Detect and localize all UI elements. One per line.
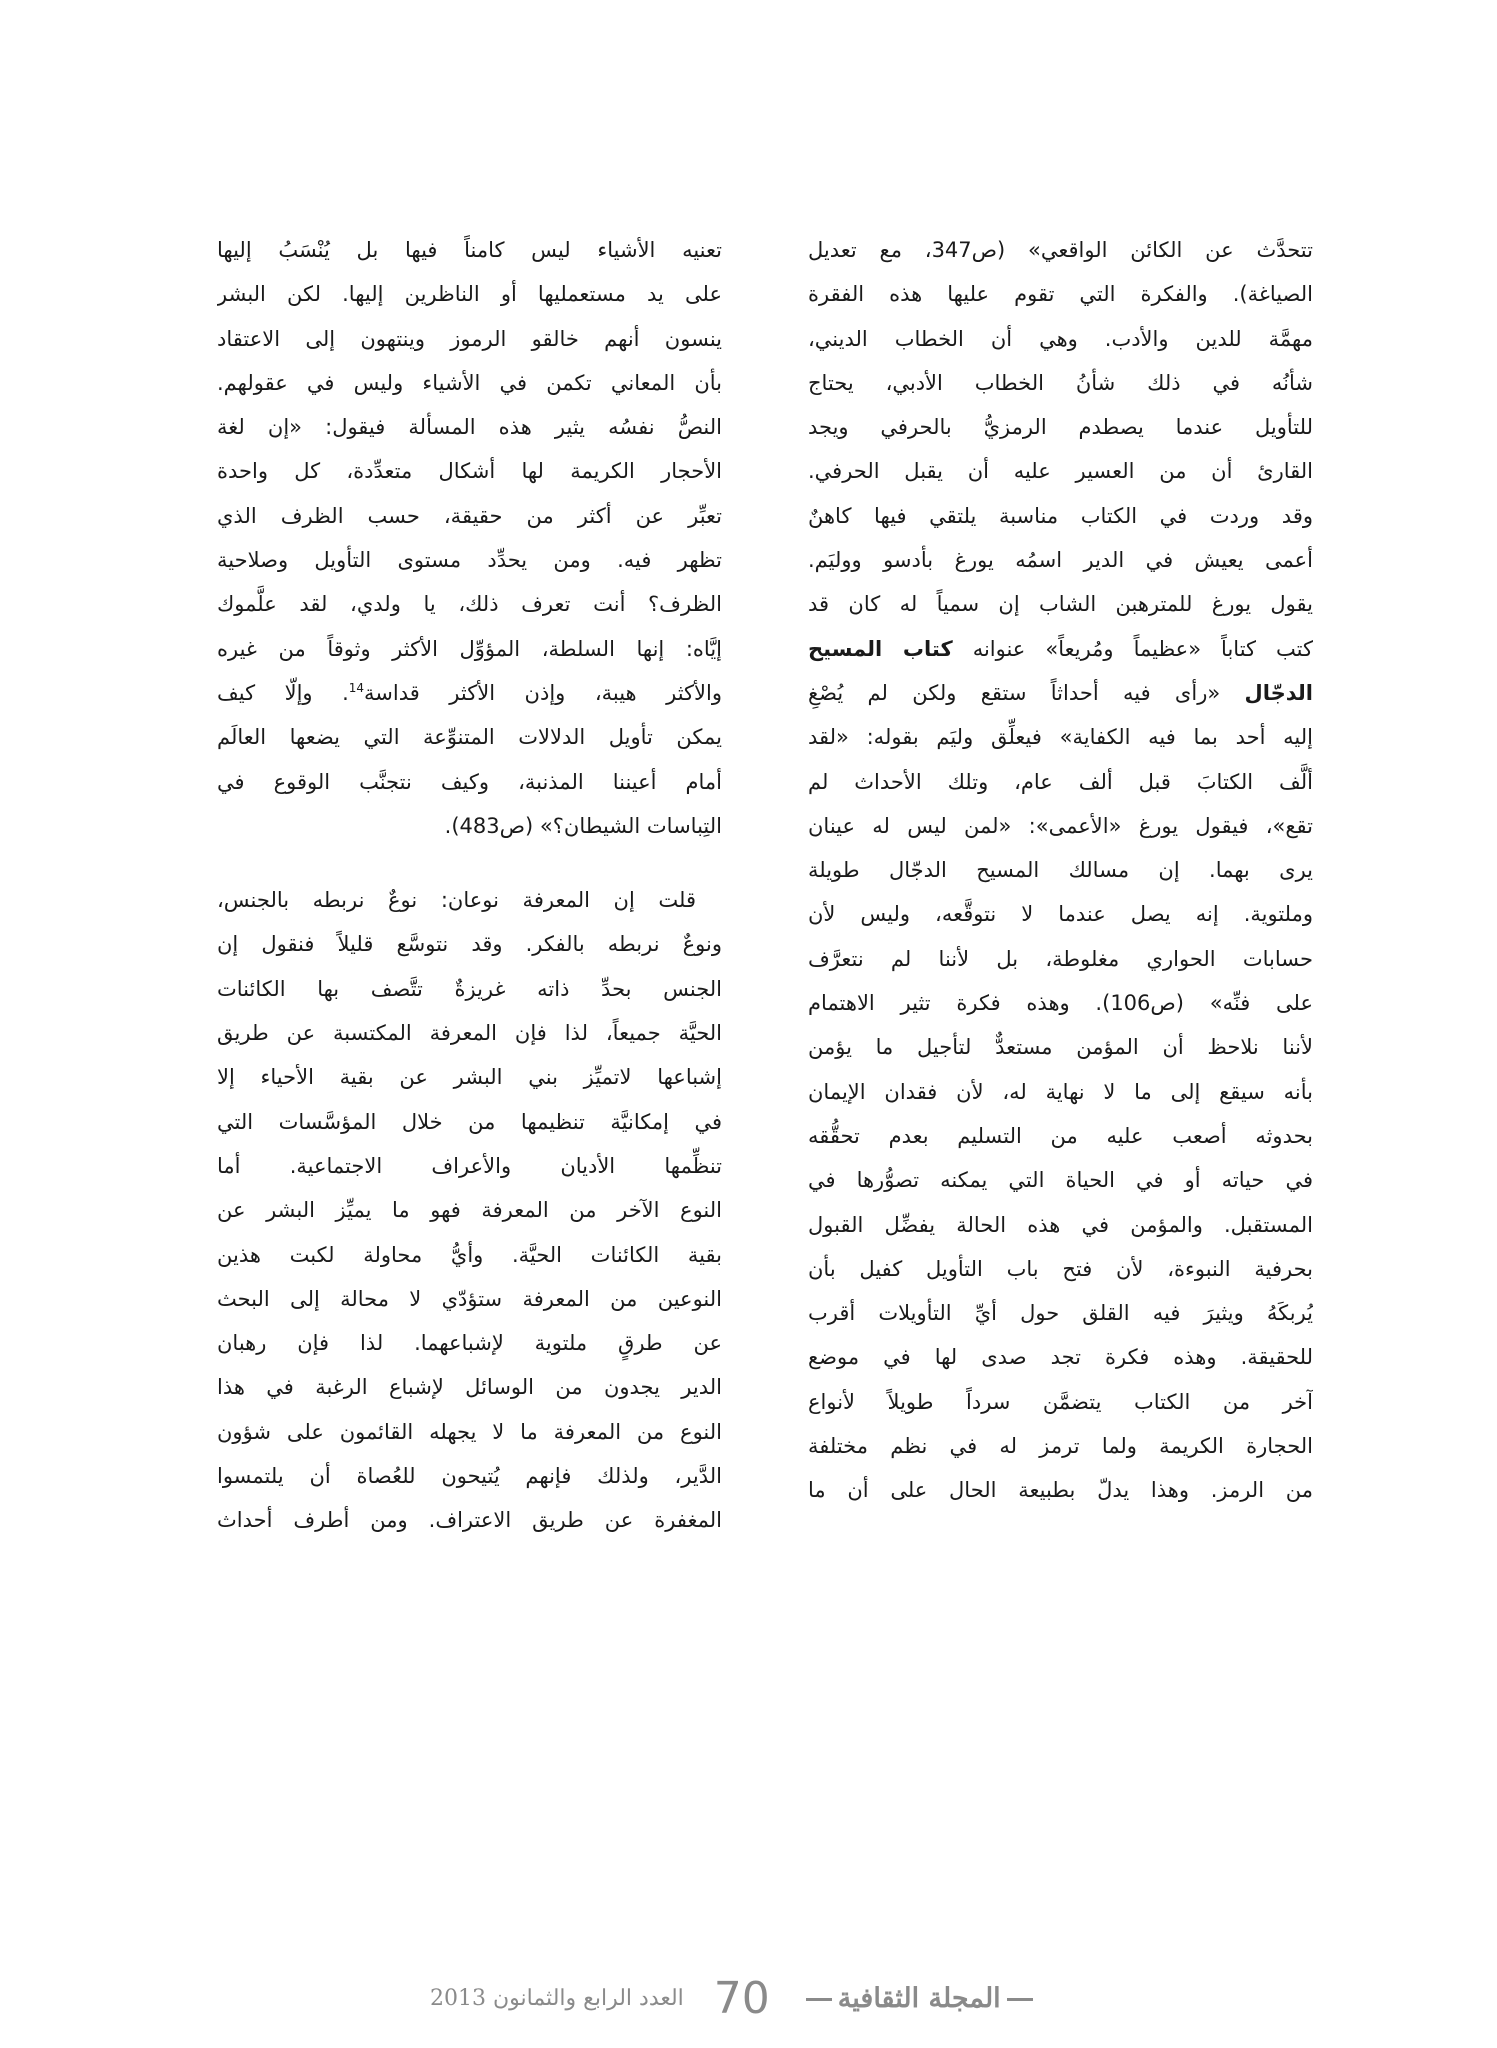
text-line: للحقيقة. وهذه فكرة تجد صدى لها في موضع <box>808 1345 1313 1370</box>
text-line: بأن المعاني تكمن في الأشياء وليس في عقولهم. <box>217 370 722 395</box>
text-line: على فنِّه» (ص106). وهذه فكرة تثير الاهتمام <box>808 991 1313 1016</box>
text-line: إليه أحد بما فيه الكفاية» فيعلِّق وليَم بقوله: «لقد <box>808 725 1313 750</box>
text-line: يمكن تأويل الدلالات المتنوِّعة التي يضعها العالَم <box>217 725 722 750</box>
text-line: تظهر فيه. ومن يحدِّد مستوى التأويل وصلاحية <box>217 548 722 573</box>
text-line: النوع من المعرفة ما لا يجهله القائمون على شؤون <box>217 1419 722 1444</box>
divider <box>806 1998 832 2001</box>
text-line: يُربكَهُ ويثيرَ فيه القلق حول أيِّ التأويلات أقرب <box>808 1301 1313 1326</box>
text-line: النصُّ نفسُه يثير هذه المسألة فيقول: «إن لغة <box>217 415 722 440</box>
divider <box>1007 1998 1033 2001</box>
text-line: بحرفية النبوءة، لأن فتح باب التأويل كفيل بأن <box>808 1256 1313 1281</box>
text-line: تقع»، فيقول يورغ «الأعمى»: «لمن ليس له عينان <box>808 813 1313 838</box>
text-segment: كتب كتاباً «عظيماً ومُريعاً» عنوانه <box>972 636 1313 661</box>
text-line: المستقبل. والمؤمن في هذه الحالة يفضِّل القبول <box>808 1212 1313 1237</box>
text-line: آخر من الكتاب يتضمَّن سرداً طويلاً لأنواع <box>808 1389 1313 1414</box>
text-line: تعنيه الأشياء ليس كامناً فيها بل يُنْسَبُ إليها <box>217 238 722 262</box>
text-segment: والأكثر هيبة، وإذن الأكثر قداسة <box>364 680 722 705</box>
text-line: القارئ أن من العسير عليه أن يقبل الحرفي. <box>808 459 1313 484</box>
paragraph-gap <box>217 848 722 878</box>
text-line: للتأويل عندما يصطدم الرمزيُّ بالحرفي ويجد <box>808 415 1313 440</box>
text-line: الدَّير، ولذلك فإنهم يُتيحون للعُصاة أن يلتمسوا <box>217 1464 722 1489</box>
text-line: في حياته أو في الحياة التي يمكنه تصوُّرها في <box>808 1168 1313 1193</box>
text-line: تنظِّمها الأديان والأعراف الاجتماعية. أما <box>217 1153 722 1178</box>
magazine-name <box>800 1983 1039 2014</box>
text-line: إيَّاه: إنها السلطة، المؤوِّل الأكثر وثوقاً من غيره <box>217 636 722 661</box>
text-line: الصياغة). والفكرة التي تقوم عليها هذه الفقرة <box>808 282 1313 307</box>
text-line: الجنس بحدِّ ذاته غريزةٌ تتَّصف بها الكائنات <box>217 976 722 1001</box>
text-line: وقد وردت في الكتاب مناسبة يلتقي فيها كاهنٌ <box>808 503 1313 528</box>
right-column <box>808 228 1313 1513</box>
text-line: تتحدَّث عن الكائن الواقعي» (ص347، مع تعديل <box>808 238 1313 262</box>
issue-label: العدد الرابع والثمانون 2013 <box>430 1985 684 2011</box>
text-line: بحدوثه أصعب عليه من التسليم بعدم تحقُّقه <box>808 1123 1313 1148</box>
text-line <box>217 671 722 715</box>
page-number: 70 <box>713 1972 770 2024</box>
text-segment: . وإلّا كيف <box>217 680 349 705</box>
text-line <box>808 671 1313 715</box>
text-line: بقية الكائنات الحيَّة. وأيُّ محاولة لكبت هذين <box>217 1242 722 1267</box>
text-line: وملتوية. إنه يصل عندما لا نتوقَّعه، وليس لأن <box>808 902 1313 927</box>
text-line: الحيَّة جميعاً، لذا فإن المعرفة المكتسبة عن طريق <box>217 1021 722 1046</box>
footnote-ref: 14 <box>348 680 365 695</box>
text-line: لأننا نلاحظ أن المؤمن مستعدٌّ لتأجيل ما يؤمن <box>808 1035 1313 1060</box>
text-line: قلت إن المعرفة نوعان: نوعٌ نربطه بالجنس، <box>217 888 696 913</box>
text-line: يقول يورغ للمترهبن الشاب إن سمياً له كان قد <box>808 592 1313 617</box>
text-line: ونوعٌ نربطه بالفكر. وقد نتوسَّع قليلاً فنقول إن <box>217 932 722 957</box>
text-line: في إمكانيَّة تنظيمها من خلال المؤسَّسات التي <box>217 1109 722 1134</box>
text-line: الأحجار الكريمة لها أشكال متعدِّدة، كل واحدة <box>217 459 722 484</box>
text-line: مهمَّة للدين والأدب. وهي أن الخطاب الديني، <box>808 326 1313 351</box>
text-line <box>808 627 1313 671</box>
text-line: النوع الآخر من المعرفة فهو ما يميِّز البشر عن <box>217 1198 722 1223</box>
text-line: من الرمز. وهذا يدلّ بطبيعة الحال على أن ما <box>808 1478 1313 1503</box>
left-column <box>217 228 722 1543</box>
text-line: ينسون أنهم خالقو الرموز وينتهون إلى الاعتقاد <box>217 326 722 351</box>
text-line: يرى بهما. إن مسالك المسيح الدجّال طويلة <box>808 858 1313 883</box>
text-line: شأنُه في ذلك شأنُ الخطاب الأدبي، يحتاج <box>808 370 1313 395</box>
text-line: ألَّف الكتابَ قبل ألف عام، وتلك الأحداث لم <box>808 769 1313 794</box>
text-line: تعبِّر عن أكثر من حقيقة، حسب الظرف الذي <box>217 503 722 528</box>
text-line: المغفرة عن طريق الاعتراف. ومن أطرف أحداث <box>217 1508 722 1533</box>
text-line: النوعين من المعرفة ستؤدّي لا محالة إلى البحث <box>217 1286 722 1311</box>
text-line: على يد مستعمليها أو الناظرين إليها. لكن البشر <box>217 282 722 307</box>
text-segment: «رأى فيه أحداثاً ستقع ولكن لم يُصْغِ <box>808 680 1221 705</box>
text-line: عن طرقٍ ملتوية لإشباعهما. لذا فإن رهبان <box>217 1331 722 1356</box>
text-line: الدير يجدون من الوسائل لإشباع الرغبة في هذا <box>217 1375 722 1400</box>
text-line: بأنه سيقع إلى ما لا نهاية له، لأن فقدان الإيمان <box>808 1079 1313 1104</box>
book-title-bold: الدجّال <box>1244 680 1313 705</box>
page-footer <box>430 1972 1039 2024</box>
text-line: أعمى يعيش في الدير اسمُه يورغ بأدسو ووليَم. <box>808 548 1313 573</box>
text-line: أمام أعيننا المذنبة، وكيف نتجنَّب الوقوع في <box>217 769 722 794</box>
text-line: حسابات الحواري مغلوطة، بل لأننا لم نتعرَّف <box>808 946 1313 971</box>
text-line: التِباسات الشيطان؟» (ص483). <box>444 813 722 838</box>
text-line: الحجارة الكريمة ولما ترمز له في نظم مختلفة <box>808 1434 1313 1459</box>
book-title-bold: كتاب المسيح <box>808 636 953 661</box>
magazine-title: المجلة الثقافية <box>837 1982 1001 2014</box>
text-line: الظرف؟ أنت تعرف ذلك، يا ولدي، لقد علَّموك <box>217 592 722 617</box>
text-line: إشباعها لاتميِّز بني البشر عن بقية الأحياء إلا <box>217 1065 722 1090</box>
